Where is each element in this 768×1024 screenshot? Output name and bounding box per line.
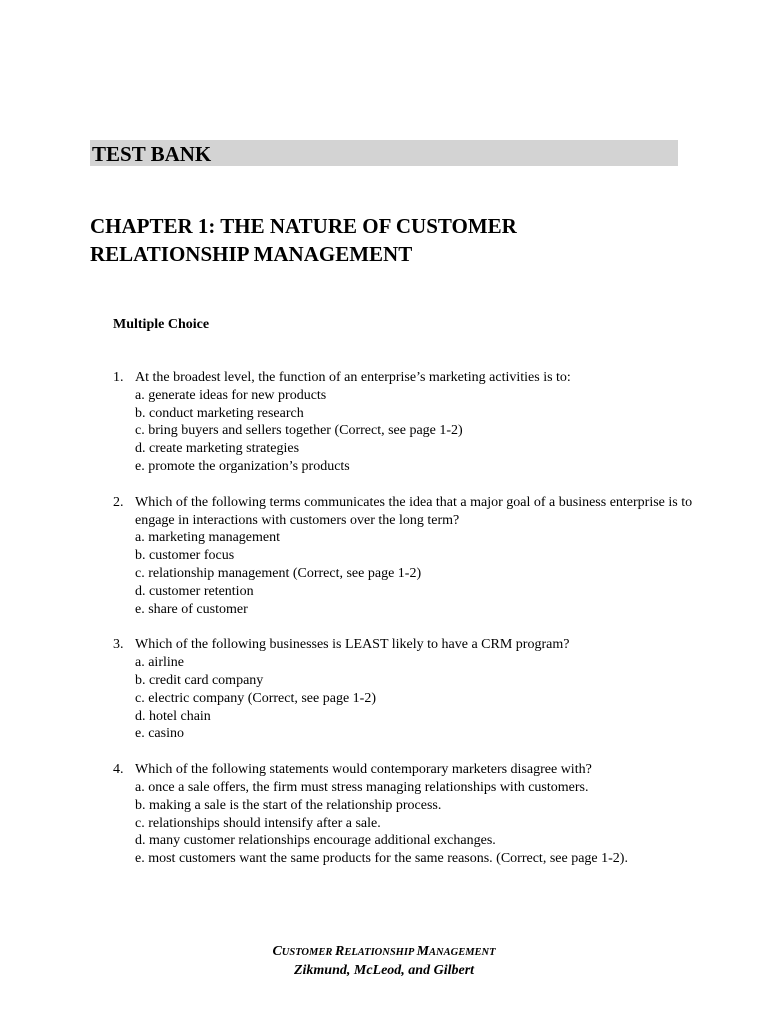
answer-option-d: d. create marketing strategies: [135, 441, 300, 457]
question-1: [113, 369, 693, 476]
answer-option-a: a. generate ideas for new products: [135, 387, 327, 403]
question-number: 2.: [113, 494, 124, 510]
answer-option-b: b. conduct marketing research: [135, 405, 304, 421]
question-2: [113, 494, 693, 619]
chapter-title-line-2: RELATIONSHIP MANAGEMENT: [90, 242, 413, 266]
answer-option-c: c. relationships should intensify after a sale.: [135, 815, 381, 831]
answer-option-b: b. making a sale is the start of the relationship process.: [135, 797, 442, 813]
answer-option-c: c. bring buyers and sellers together (Correct, see page 1-2): [135, 423, 463, 439]
answer-option-e: e. promote the organization’s products: [135, 458, 350, 474]
question-text: Which of the following statements would contemporary marketers disagree with?: [135, 762, 592, 778]
banner-title: TEST BANK: [92, 142, 212, 166]
answer-option-d: d. customer retention: [135, 583, 254, 599]
answer-option-e: e. share of customer: [135, 601, 248, 617]
footer-title-initial: M: [416, 944, 430, 959]
question-number: 1.: [113, 370, 124, 385]
footer-title-initial: C: [272, 944, 282, 959]
answer-option-a: a. airline: [135, 655, 184, 671]
footer-book-title: [0, 943, 768, 962]
question-text: Which of the following businesses is LEAST likely to have a CRM program?: [135, 637, 570, 653]
question-text: At the broadest level, the function of an enterprise’s marketing activities is to:: [135, 370, 571, 385]
section-title: Multiple Choice: [113, 317, 210, 332]
chapter-title-line-1: CHAPTER 1: THE NATURE OF CUSTOMER: [90, 214, 517, 238]
footer-title-initial: R: [334, 944, 345, 959]
answer-option-d: d. hotel chain: [135, 708, 211, 724]
footer-title-rest: USTOMER: [281, 947, 335, 958]
footer-authors: Zikmund, McLeod, and Gilbert: [293, 963, 475, 978]
footer-title-rest: ANAGEMENT: [429, 947, 496, 958]
answer-option-b: b. credit card company: [135, 672, 264, 688]
answer-option-a: a. marketing management: [135, 530, 280, 546]
question-4: [113, 761, 693, 868]
footer-title-rest: ELATIONSHIP: [344, 947, 417, 958]
answer-option-b: b. customer focus: [135, 548, 235, 564]
page-footer: [0, 943, 768, 980]
answer-option-e: e. casino: [135, 726, 184, 742]
question-text: Which of the following terms communicates the idea that a major goal of a business enterprise is to engage in interactions with customers over the long term?: [135, 494, 693, 528]
answer-option-c: c. electric company (Correct, see page 1-2): [135, 690, 376, 706]
chapter-title: [90, 212, 690, 268]
answer-option-e: e. most customers want the same products for the same reasons. (Correct, see page 1-2).: [135, 851, 628, 867]
question-list: [113, 369, 693, 886]
question-number: 3.: [113, 637, 124, 653]
answer-option-d: d. many customer relationships encourage additional exchanges.: [135, 833, 496, 849]
answer-option-a: a. once a sale offers, the firm must stress managing relationships with customers.: [135, 779, 589, 795]
question-number: 4.: [113, 762, 124, 778]
answer-option-c: c. relationship management (Correct, see page 1-2): [135, 565, 422, 581]
question-3: [113, 636, 693, 743]
